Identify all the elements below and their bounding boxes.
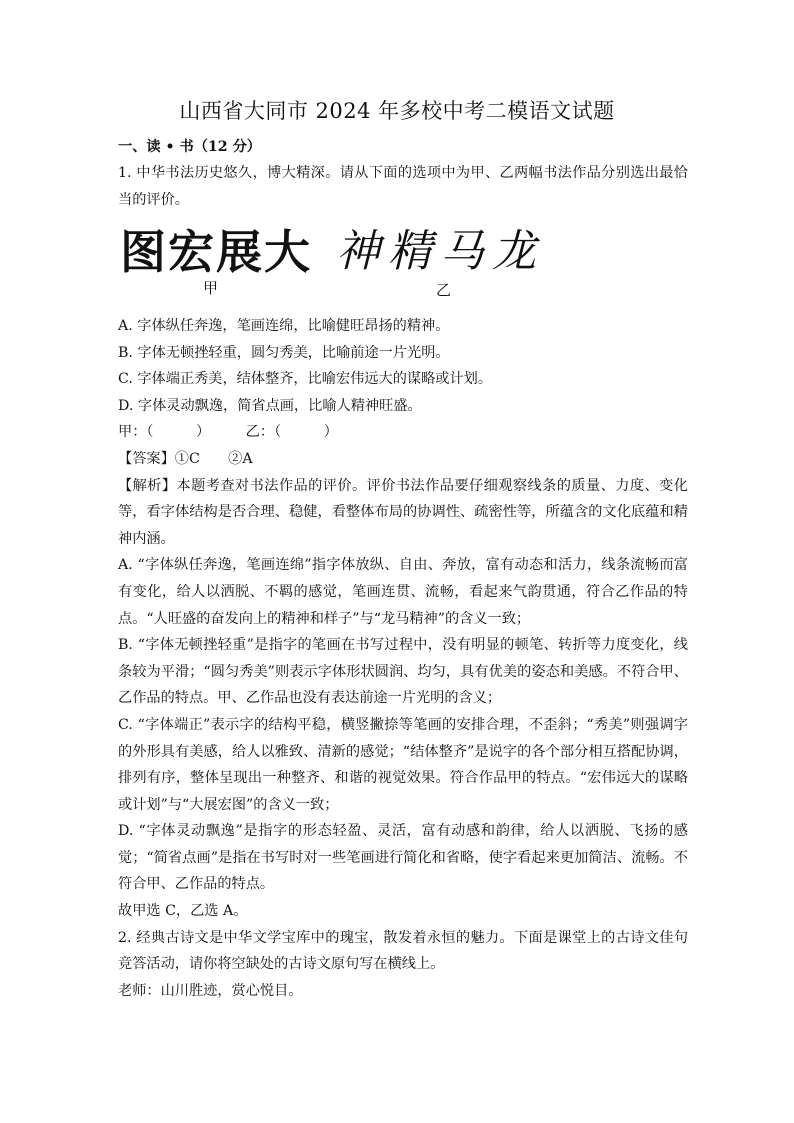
analysis-a: A. “字体纵任奔逸，笔画连绵”指字体放纵、自由、奔放，富有动态和活力，线条流畅而富有变化，给人以洒脱、不羁的感觉，笔画连贯、流畅，看起来气韵贯通，符合乙作品的特点。“人旺盛的奋发向上的精神和样子”与“龙马精神”的含义一致； [118, 557, 688, 627]
analysis-label: 【解析】 [118, 477, 177, 494]
analysis-intro [118, 473, 688, 553]
option-b: B. 字体无顿挫轻重，圆匀秀美，比喻前途一片光明。 [118, 344, 450, 361]
answer-text: ①C ②A [174, 450, 253, 467]
caption-yi: 乙 [436, 281, 452, 299]
analysis-c: C. “字体端正”表示字的结构平稳，横竖撇捺等笔画的安排合理，不歪斜；“秀美”则强调字的外形具有美感，给人以雅致、清新的感觉；“结体整齐”是说字的各个部分相互搭配协调，排列有序，整体呈现出一种整齐、和谐的视觉效果。符合作品甲的特点。“宏伟远大的谋略或计划”与“大展宏图”的含义一致； [118, 716, 688, 813]
question-1-body [118, 313, 688, 1004]
option-d: D. 字体灵动飘逸，简省点画，比喻人精神旺盛。 [118, 397, 422, 414]
analysis-intro-text: 本题考查对书法作品的评价。评价书法作品要仔细观察线条的质量、力度、变化等，看字体结构是否合理、稳健，看整体布局的协调性、疏密性等，所蕴含的文化底蕴和精神内涵。 [118, 477, 688, 547]
answer-line [118, 446, 688, 473]
option-c: C. 字体端正秀美，结体整齐，比喻宏伟远大的谋略或计划。 [118, 371, 493, 388]
question-2-stem: 2. 经典古诗文是中华文学宝库中的瑰宝，散发着永恒的魅力。下面是课堂上的古诗文佳句竞答活动，请你将空缺处的古诗文原句写在横线上。 [118, 929, 688, 973]
calligraphy-yi: 神精马龙 [336, 226, 544, 277]
answer-blanks: 甲：（ ） 乙：（ ） [118, 424, 338, 441]
page-title: 山西省大同市 2024 年多校中考二模语文试题 [179, 99, 615, 123]
calligraphy-image [118, 218, 568, 280]
analysis-b: B. “字体无顿挫轻重”是指字的笔画在书写过程中，没有明显的顿笔、转折等力度变化，线条较为平滑；“圆匀秀美”则表示字体形状圆润、均匀，具有优美的姿态和美感。不符合甲、乙作品的特点。甲、乙作品也没有表达前途一片光明的含义； [118, 637, 688, 707]
caption-jia: 甲 [203, 279, 219, 297]
option-a: A. 字体纵任奔逸，笔画连绵，比喻健旺昂扬的精神。 [118, 318, 450, 334]
question-1-stem: 1. 中华书法历史悠久，博大精深。请从下面的选项中为甲、乙两幅书法作品分别选出最恰当的评价。 [118, 165, 688, 208]
teacher-line: 老师：山川胜迹，赏心悦目。 [118, 982, 303, 999]
calligraphy-jia: 图宏展大 [120, 225, 312, 279]
section-heading: 一、读 • 书（12 分） [118, 139, 261, 155]
analysis-d: D. “字体灵动飘逸”是指字的形态轻盈、灵活，富有动感和韵律，给人以洒脱、飞扬的感觉；“简省点画”是指在书写时对一些笔画进行简化和省略，使字看起来更加简洁、流畅。不符合甲、乙作品的特点。 [118, 823, 688, 893]
answer-label: 【答案】 [118, 450, 175, 467]
conclusion: 故甲选 C，乙选 A。 [118, 903, 248, 920]
